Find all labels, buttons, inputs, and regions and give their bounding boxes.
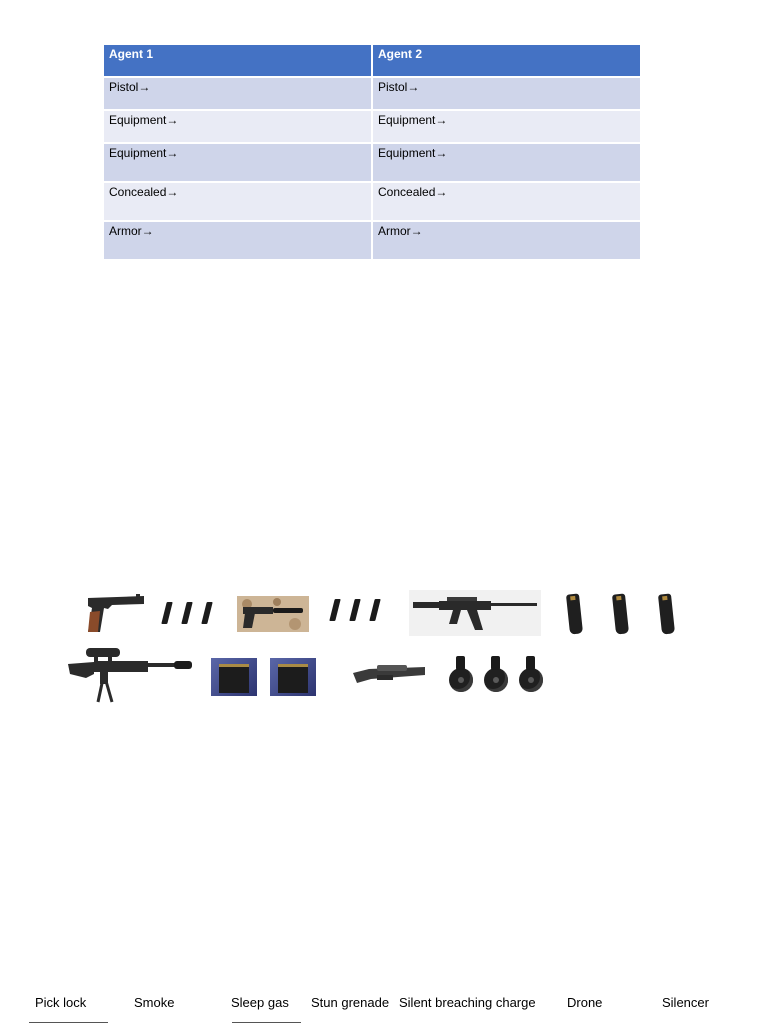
sniper-magazine-icon[interactable]	[211, 658, 257, 696]
agent-2-header: Agent 2	[372, 45, 640, 77]
agent-loadout-table	[104, 45, 640, 261]
sleep-gas-underline	[232, 1022, 301, 1023]
equipment-silencer[interactable]: Silencer	[662, 995, 709, 1010]
equipment-silent-breaching-charge[interactable]: Silent breaching charge	[399, 995, 536, 1010]
equipment-stun-grenade[interactable]: Stun grenade	[311, 995, 390, 1010]
sniper-magazine-icon[interactable]	[270, 658, 316, 696]
assault-rifle-icon[interactable]	[409, 590, 541, 636]
sniper-rifle-icon[interactable]	[64, 644, 196, 720]
agent-2-equipment-slot-1[interactable]: Equipment→	[372, 110, 640, 143]
equipment-pick-lock[interactable]: Pick lock	[35, 995, 87, 1010]
equipment-sleep-gas[interactable]: Sleep gas	[231, 995, 289, 1010]
table-row	[104, 77, 640, 110]
table-row	[104, 182, 640, 221]
agent-1-armor-slot[interactable]: Armor→	[104, 221, 372, 260]
equipment-drone[interactable]: Drone	[567, 995, 603, 1010]
agent-1-concealed-slot[interactable]: Concealed→	[104, 182, 372, 221]
suppressed-pistol-icon[interactable]	[237, 596, 309, 632]
shotgun-icon[interactable]	[349, 655, 429, 695]
agent-1-header: Agent 1	[104, 45, 372, 77]
agent-1-equipment-slot-2[interactable]: Equipment→	[104, 143, 372, 182]
agent-2-pistol-slot[interactable]: Pistol→	[372, 77, 640, 110]
table-row	[104, 143, 640, 182]
agent-1-pistol-slot[interactable]: Pistol→	[104, 77, 372, 110]
agent-2-concealed-slot[interactable]: Concealed→	[372, 182, 640, 221]
agent-2-armor-slot[interactable]: Armor→	[372, 221, 640, 260]
pick-lock-underline	[29, 1022, 108, 1023]
equipment-smoke[interactable]: Smoke	[134, 995, 175, 1010]
agent-1-equipment-slot-1[interactable]: Equipment→	[104, 110, 372, 143]
table-row	[104, 110, 640, 143]
agent-2-equipment-slot-2[interactable]: Equipment→	[372, 143, 640, 182]
table-row	[104, 221, 640, 260]
pistol-icon[interactable]	[82, 592, 148, 636]
